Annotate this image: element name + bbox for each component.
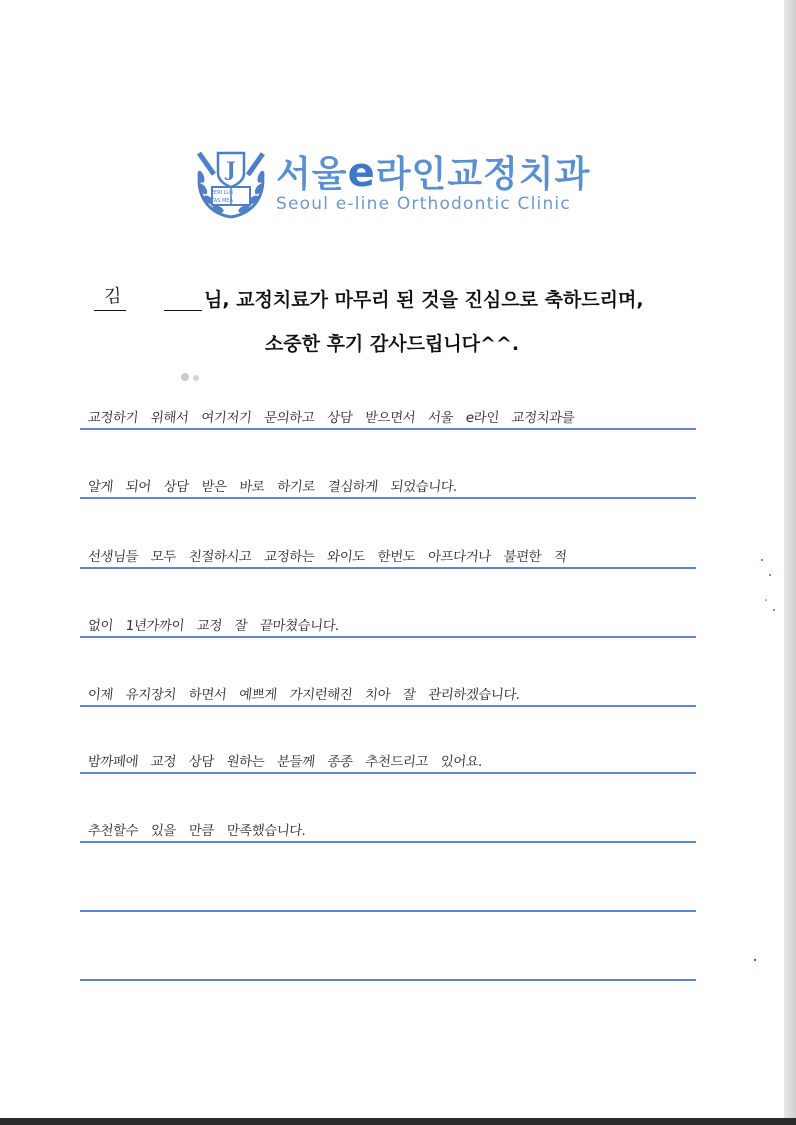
ruled-line-2	[80, 497, 696, 499]
scan-edge-right	[784, 0, 796, 1125]
svg-text:J: J	[226, 157, 236, 181]
clinic-name-prefix: 서울	[276, 154, 348, 195]
handwritten-line-4: 없이 1년가까이 교정 잘 끝마쳤습니다.	[86, 618, 340, 634]
clinic-name-e: e	[347, 150, 376, 196]
university-emblem-icon	[192, 143, 270, 221]
ruled-line-3	[80, 567, 696, 569]
handwritten-line-7: 추천할수 있을 만큼 만족했습니다.	[86, 823, 307, 839]
greeting-text: 님, 교정치료가 마무리 된 것을 진심으로 축하드리며,	[204, 289, 644, 311]
handwritten-name: 김	[103, 285, 123, 308]
name-blank-second	[164, 284, 202, 311]
scan-specks	[700, 480, 790, 1000]
clinic-name-english: Seoul e-line Orthodontic Clinic	[276, 194, 571, 214]
ruled-line-8	[80, 910, 696, 912]
clinic-name-suffix: 라인교정치과	[375, 154, 591, 195]
handwritten-line-1: 교정하기 위해서 여기저기 문의하고 상담 받으면서 서울 e라인 교정치과를	[86, 410, 576, 426]
emblem-text-bottom: TAS MEA	[211, 198, 233, 204]
ruled-line-7	[80, 841, 696, 843]
greeting-line-2: 소중한 후기 감사드립니다^^.	[264, 333, 520, 355]
ruled-line-5	[80, 705, 696, 707]
smudge-mark	[176, 370, 206, 384]
clinic-name-korean	[276, 146, 590, 197]
ruled-line-9	[80, 979, 696, 981]
ruled-line-4	[80, 636, 696, 638]
emblem-text-top: VERI LUX	[210, 190, 234, 196]
greeting-line-1	[94, 284, 714, 314]
handwritten-line-5: 이제 유지장치 하면서 예쁘게 가지런해진 치아 잘 관리하겠습니다.	[86, 687, 521, 703]
ruled-line-1	[80, 428, 696, 430]
name-blank-first	[94, 284, 126, 311]
handwritten-line-6: 밤까페에 교정 상담 원하는 분들께 종종 추천드리고 있어요.	[86, 754, 483, 770]
ruled-line-6	[80, 772, 696, 774]
scan-edge-bottom	[0, 1118, 796, 1125]
handwritten-line-3: 선생님들 모두 친절하시고 교정하는 와이도 한번도 아프다거나 불편한 적	[86, 549, 568, 565]
handwritten-line-2: 알게 되어 상담 받은 바로 하기로 결심하게 되었습니다.	[86, 479, 458, 495]
